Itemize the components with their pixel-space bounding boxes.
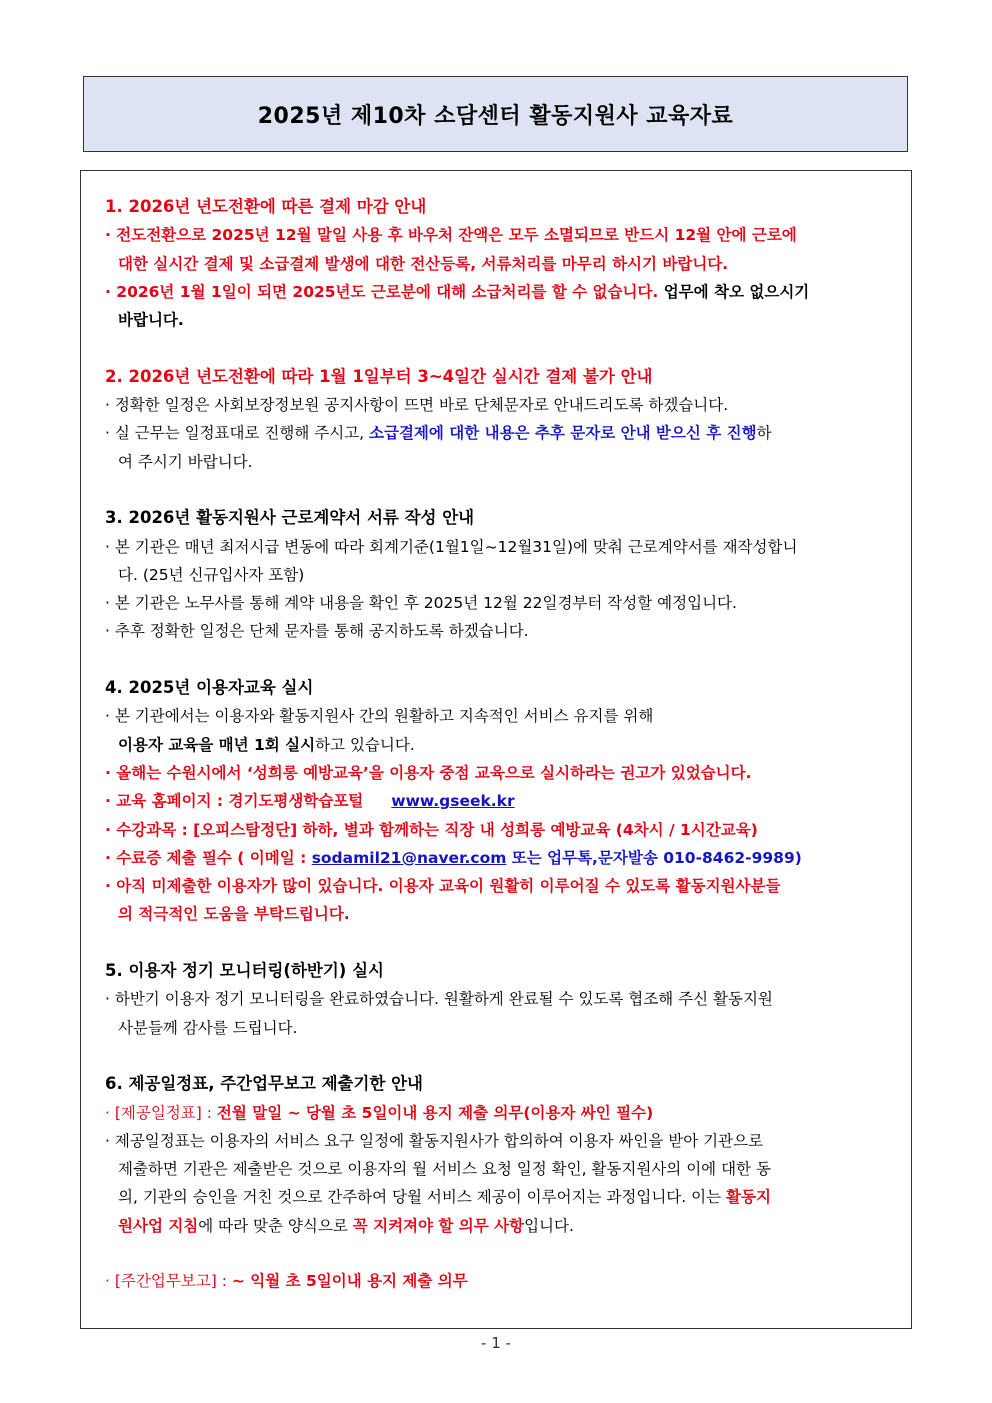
section-4-line-4	[105, 787, 889, 815]
weekly-report-tag: · [주간업무보고] :	[105, 1271, 232, 1290]
section-5-line-1b: 사분들께 감사를 드립니다.	[118, 1018, 298, 1037]
weekly-report-text: ~ 익월 초 5일이내 용지 제출 의무	[231, 1271, 468, 1290]
section-1-heading: 1. 2026년 년도전환에 따른 결제 마감 안내	[105, 197, 427, 216]
email-link[interactable]: sodamil21@naver.com	[311, 848, 507, 867]
section-1-line-2a-black: 업무에 착오 없으시기	[658, 282, 810, 301]
section-6-line-2c-text: 의, 기관의 승인을 거친 것으로 간주하여 당월 서비스 제공이 이루어지는 과정입니다. 이는	[118, 1188, 727, 1207]
section-6-line-2b: 제출하면 기관은 제출받은 것으로 이용자의 월 서비스 요청 일정 확인, 활동지원사의 이에 대한 동	[118, 1160, 771, 1179]
document-title: 2025년 제10차 소담센터 활동지원사 교육자료	[257, 103, 734, 129]
title-box	[83, 76, 908, 152]
section-6-line-2d-red2: 꼭 지켜져야 할 의무 사항	[352, 1216, 525, 1235]
section-4-line-7a: · 아직 미제출한 이용자가 많이 있습니다. 이용자 교육이 원활히 이루어질 수 있도록 활동지원사분들	[105, 877, 781, 896]
section-1-line-2a	[105, 278, 889, 306]
section-4-line-2	[105, 731, 889, 759]
section-3-line-1a: · 본 기관은 매년 최저시급 변동에 따라 회계기준(1월1일~12월31일)에 맞춰 근로계약서를 재작성합니	[105, 537, 798, 556]
section-4-line-6	[105, 844, 889, 872]
section-2-line-2a-post: 하	[756, 424, 772, 443]
section-6-line-3	[105, 1267, 889, 1295]
section-6-line-2d-post: 입니다.	[524, 1216, 574, 1235]
section-1-line-1a: · 전도전환으로 2025년 12월 말일 사용 후 바우처 잔액은 모두 소멸되므로 반드시 12월 안에 근로에	[105, 226, 797, 245]
section-2-line-2a-blue: 소급결제에 대한 내용은 추후 문자로 안내 받으신 후 진행	[369, 424, 757, 443]
content-box	[80, 170, 912, 1329]
section-4-heading: 4. 2025년 이용자교육 실시	[105, 678, 314, 698]
content-inner	[105, 193, 889, 1295]
section-3-heading: 3. 2026년 활동지원사 근로계약서 서류 작성 안내	[105, 508, 475, 528]
section-6-line-2d-mid: 에 따라 맞춘 양식으로	[198, 1216, 353, 1235]
section-5-heading: 5. 이용자 정기 모니터링(하반기) 실시	[105, 961, 384, 981]
section-6-line-2d	[105, 1212, 889, 1240]
education-homepage-label: · 교육 홈페이지 : 경기도평생학습포털	[105, 792, 364, 811]
spacer	[105, 1042, 889, 1070]
gseek-link[interactable]: www.gseek.kr	[391, 792, 515, 811]
section-5-line-1a: · 하반기 이용자 정기 모니터링을 완료하였습니다. 원활하게 완료될 수 있도록 협조해 주신 활동지원	[105, 990, 773, 1009]
spacer	[105, 1240, 889, 1267]
section-3-line-2: · 본 기관은 노무사를 통해 계약 내용을 확인 후 2025년 12월 22일경부터 작성할 예정입니다.	[105, 594, 737, 613]
section-3-line-3: · 추후 정확한 일정은 단체 문자를 통해 공지하도록 하겠습니다.	[105, 622, 529, 641]
spacer	[105, 929, 889, 957]
section-2-line-2a	[105, 419, 889, 447]
section-4-line-3: · 올해는 수원시에서 ‘성희롱 예방교육’을 이용자 중점 교육으로 실시하라는 권고가 있었습니다.	[105, 763, 752, 782]
section-6-line-1	[105, 1099, 889, 1127]
section-2-line-2b: 여 주시기 바랍니다.	[118, 452, 253, 471]
section-6-line-2a: · 제공일정표는 이용자의 서비스 요구 일정에 활동지원사가 합의하여 이용자 싸인을 받아 기관으로	[105, 1131, 764, 1150]
section-6-heading: 6. 제공일정표, 주간업무보고 제출기한 안내	[105, 1074, 423, 1094]
spacer	[105, 646, 889, 674]
section-1-line-1b: 대한 실시간 결제 및 소급결제 발생에 대한 전산등록, 서류처리를 마무리 하시기 바랍니다.	[118, 254, 729, 273]
section-4-line-2-rest: 하고 있습니다.	[315, 735, 415, 754]
section-2-line-1: · 정확한 일정은 사회보장정보원 공지사항이 뜨면 바로 단체문자로 안내드리도록 하겠습니다.	[105, 396, 729, 415]
spacer	[105, 334, 889, 362]
section-4-line-2-bold: 이용자 교육을 매년 1회 실시	[118, 735, 316, 754]
schedule-tag: · [제공일정표] :	[105, 1103, 217, 1122]
certificate-label: · 수료증 제출 필수 ( 이메일 :	[105, 848, 312, 867]
section-6-line-2c-red: 활동지	[726, 1188, 771, 1207]
section-4-line-7b: 의 적극적인 도움을 부탁드립니다.	[118, 905, 350, 924]
section-4-line-1: · 본 기관에서는 이용자와 활동지원사 간의 원활하고 지속적인 서비스 유지를 위해	[105, 707, 654, 726]
section-4-line-5: · 수강과목 : [오피스탐정단] 하하, 별과 함께하는 직장 내 성희롱 예방교육 (4차시 / 1시간교육)	[105, 820, 758, 839]
section-6-line-2c	[105, 1183, 889, 1211]
section-2-heading: 2. 2026년 년도전환에 따라 1월 1일부터 3~4일간 실시간 결제 불가 안내	[105, 366, 653, 386]
schedule-text: 전월 말일 ~ 당월 초 5일이내 용지 제출 의무(이용자 싸인 필수)	[216, 1103, 654, 1122]
section-1-line-2a-red: · 2026년 1월 1일이 되면 2025년도 근로분에 대해 소급처리를 할 수 없습니다.	[105, 282, 659, 301]
certificate-contact: 또는 업무톡,문자발송 010-8462-9989)	[506, 848, 802, 867]
section-3-line-1b: 다. (25년 신규입사자 포함)	[118, 565, 305, 584]
section-2-line-2a-pre: · 실 근무는 일정표대로 진행해 주시고,	[105, 424, 370, 443]
page-number: - 1 -	[481, 1334, 511, 1352]
spacer	[105, 476, 889, 504]
section-1-line-2b: 바랍니다.	[118, 311, 184, 330]
section-6-line-2d-red: 원사업 지침	[118, 1216, 199, 1235]
